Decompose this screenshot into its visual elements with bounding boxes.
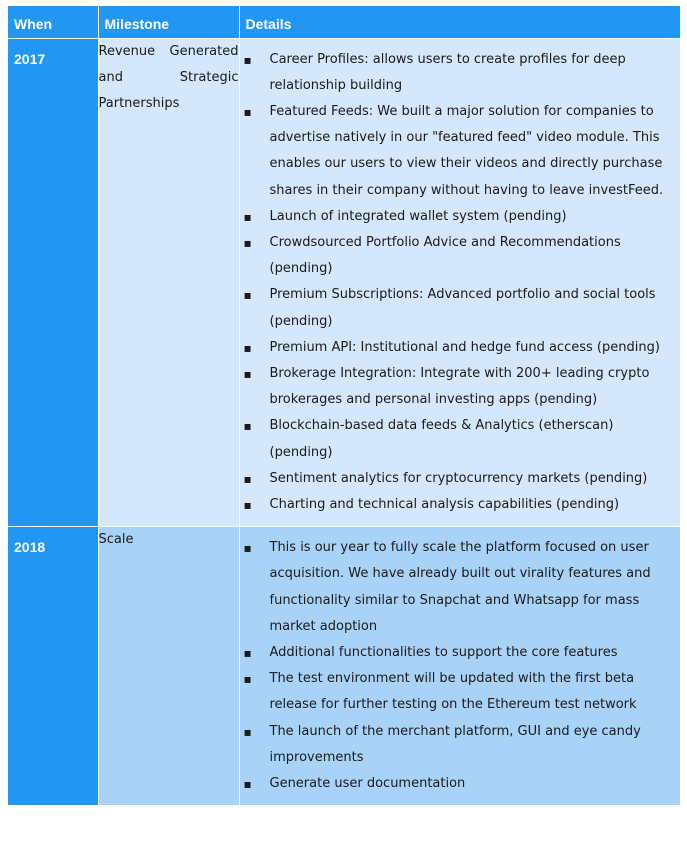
table-row xyxy=(8,527,680,806)
list-item xyxy=(240,413,677,465)
bullet-icon: ▪ xyxy=(243,104,252,119)
list-item-text: Featured Feeds: We built a major solution for companies to advertise natively in our "featured feed" video module. This enables our users to view their videos and directly purchase shares in their company without having to leave investFeed. xyxy=(269,103,664,198)
list-item xyxy=(240,640,677,666)
header-when: When xyxy=(8,6,98,38)
list-item-text: Brokerage Integration: Integrate with 200+ leading crypto brokerages and personal investing apps (pending) xyxy=(269,365,650,408)
list-item-text: Charting and technical analysis capabilities (pending) xyxy=(269,496,620,512)
header-row xyxy=(8,6,680,38)
bullet-icon: ▪ xyxy=(243,776,252,791)
list-item xyxy=(240,361,677,413)
bullet-icon: ▪ xyxy=(243,541,252,556)
bullet-icon: ▪ xyxy=(243,672,252,687)
bullet-icon: ▪ xyxy=(243,209,252,224)
list-item-text: Career Profiles: allows users to create profiles for deep relationship building xyxy=(269,51,626,93)
milestone-cell xyxy=(98,527,239,806)
header-milestone: Milestone xyxy=(98,6,239,38)
list-item-text: Premium Subscriptions: Advanced portfolio and social tools (pending) xyxy=(269,287,656,329)
bullet-icon: ▪ xyxy=(243,497,252,512)
milestone-text: Scale xyxy=(98,532,134,548)
bullet-icon: ▪ xyxy=(243,288,252,303)
list-item xyxy=(240,492,677,518)
list-item xyxy=(240,99,677,204)
bullet-icon: ▪ xyxy=(243,52,252,67)
details-cell xyxy=(239,38,680,527)
details-cell xyxy=(239,527,680,806)
roadmap-table xyxy=(8,6,680,806)
list-item-text: Premium API: Institutional and hedge fund access (pending) xyxy=(269,339,660,355)
list-item xyxy=(240,666,677,718)
list-item xyxy=(240,771,677,797)
list-item xyxy=(240,47,677,99)
milestone-cell xyxy=(98,38,239,527)
list-item xyxy=(240,282,677,334)
bullet-icon: ▪ xyxy=(243,340,252,355)
list-item-text: The test environment will be updated with the first beta release for further testing on the Ethereum test network xyxy=(269,671,637,713)
list-item-text: Sentiment analytics for cryptocurrency markets (pending) xyxy=(269,470,648,486)
bullet-icon: ▪ xyxy=(243,724,252,739)
list-item xyxy=(240,466,677,492)
details-list xyxy=(240,39,681,527)
list-item-text: This is our year to fully scale the platform focused on user acquisition. We have already built out virality features and functionality similar to Snapchat and Whatsapp for mass market adoption xyxy=(269,540,651,634)
milestone-text: Revenue Generated and Strategic Partnerships xyxy=(98,43,239,111)
list-item-text: Blockchain-based data feeds & Analytics (etherscan) (pending) xyxy=(269,418,614,460)
table-row xyxy=(8,38,680,527)
bullet-icon: ▪ xyxy=(243,645,252,660)
list-item-text: Generate user documentation xyxy=(269,775,466,791)
bullet-icon: ▪ xyxy=(243,471,252,486)
list-item-text: Additional functionalities to support the core features xyxy=(269,644,618,660)
list-item xyxy=(240,335,677,361)
bullet-icon: ▪ xyxy=(243,235,252,250)
header-details: Details xyxy=(239,6,680,38)
list-item xyxy=(240,230,677,282)
list-item xyxy=(240,535,677,640)
list-item xyxy=(240,204,677,230)
year-cell: 2018 xyxy=(8,527,98,806)
bullet-icon: ▪ xyxy=(243,419,252,434)
list-item-text: Launch of integrated wallet system (pending) xyxy=(269,208,567,224)
list-item-text: The launch of the merchant platform, GUI and eye candy improvements xyxy=(269,723,641,765)
bullet-icon: ▪ xyxy=(243,366,252,381)
list-item xyxy=(240,719,677,771)
details-list xyxy=(240,527,681,805)
list-item-text: Crowdsourced Portfolio Advice and Recommendations (pending) xyxy=(269,234,621,277)
year-cell: 2017 xyxy=(8,38,98,527)
